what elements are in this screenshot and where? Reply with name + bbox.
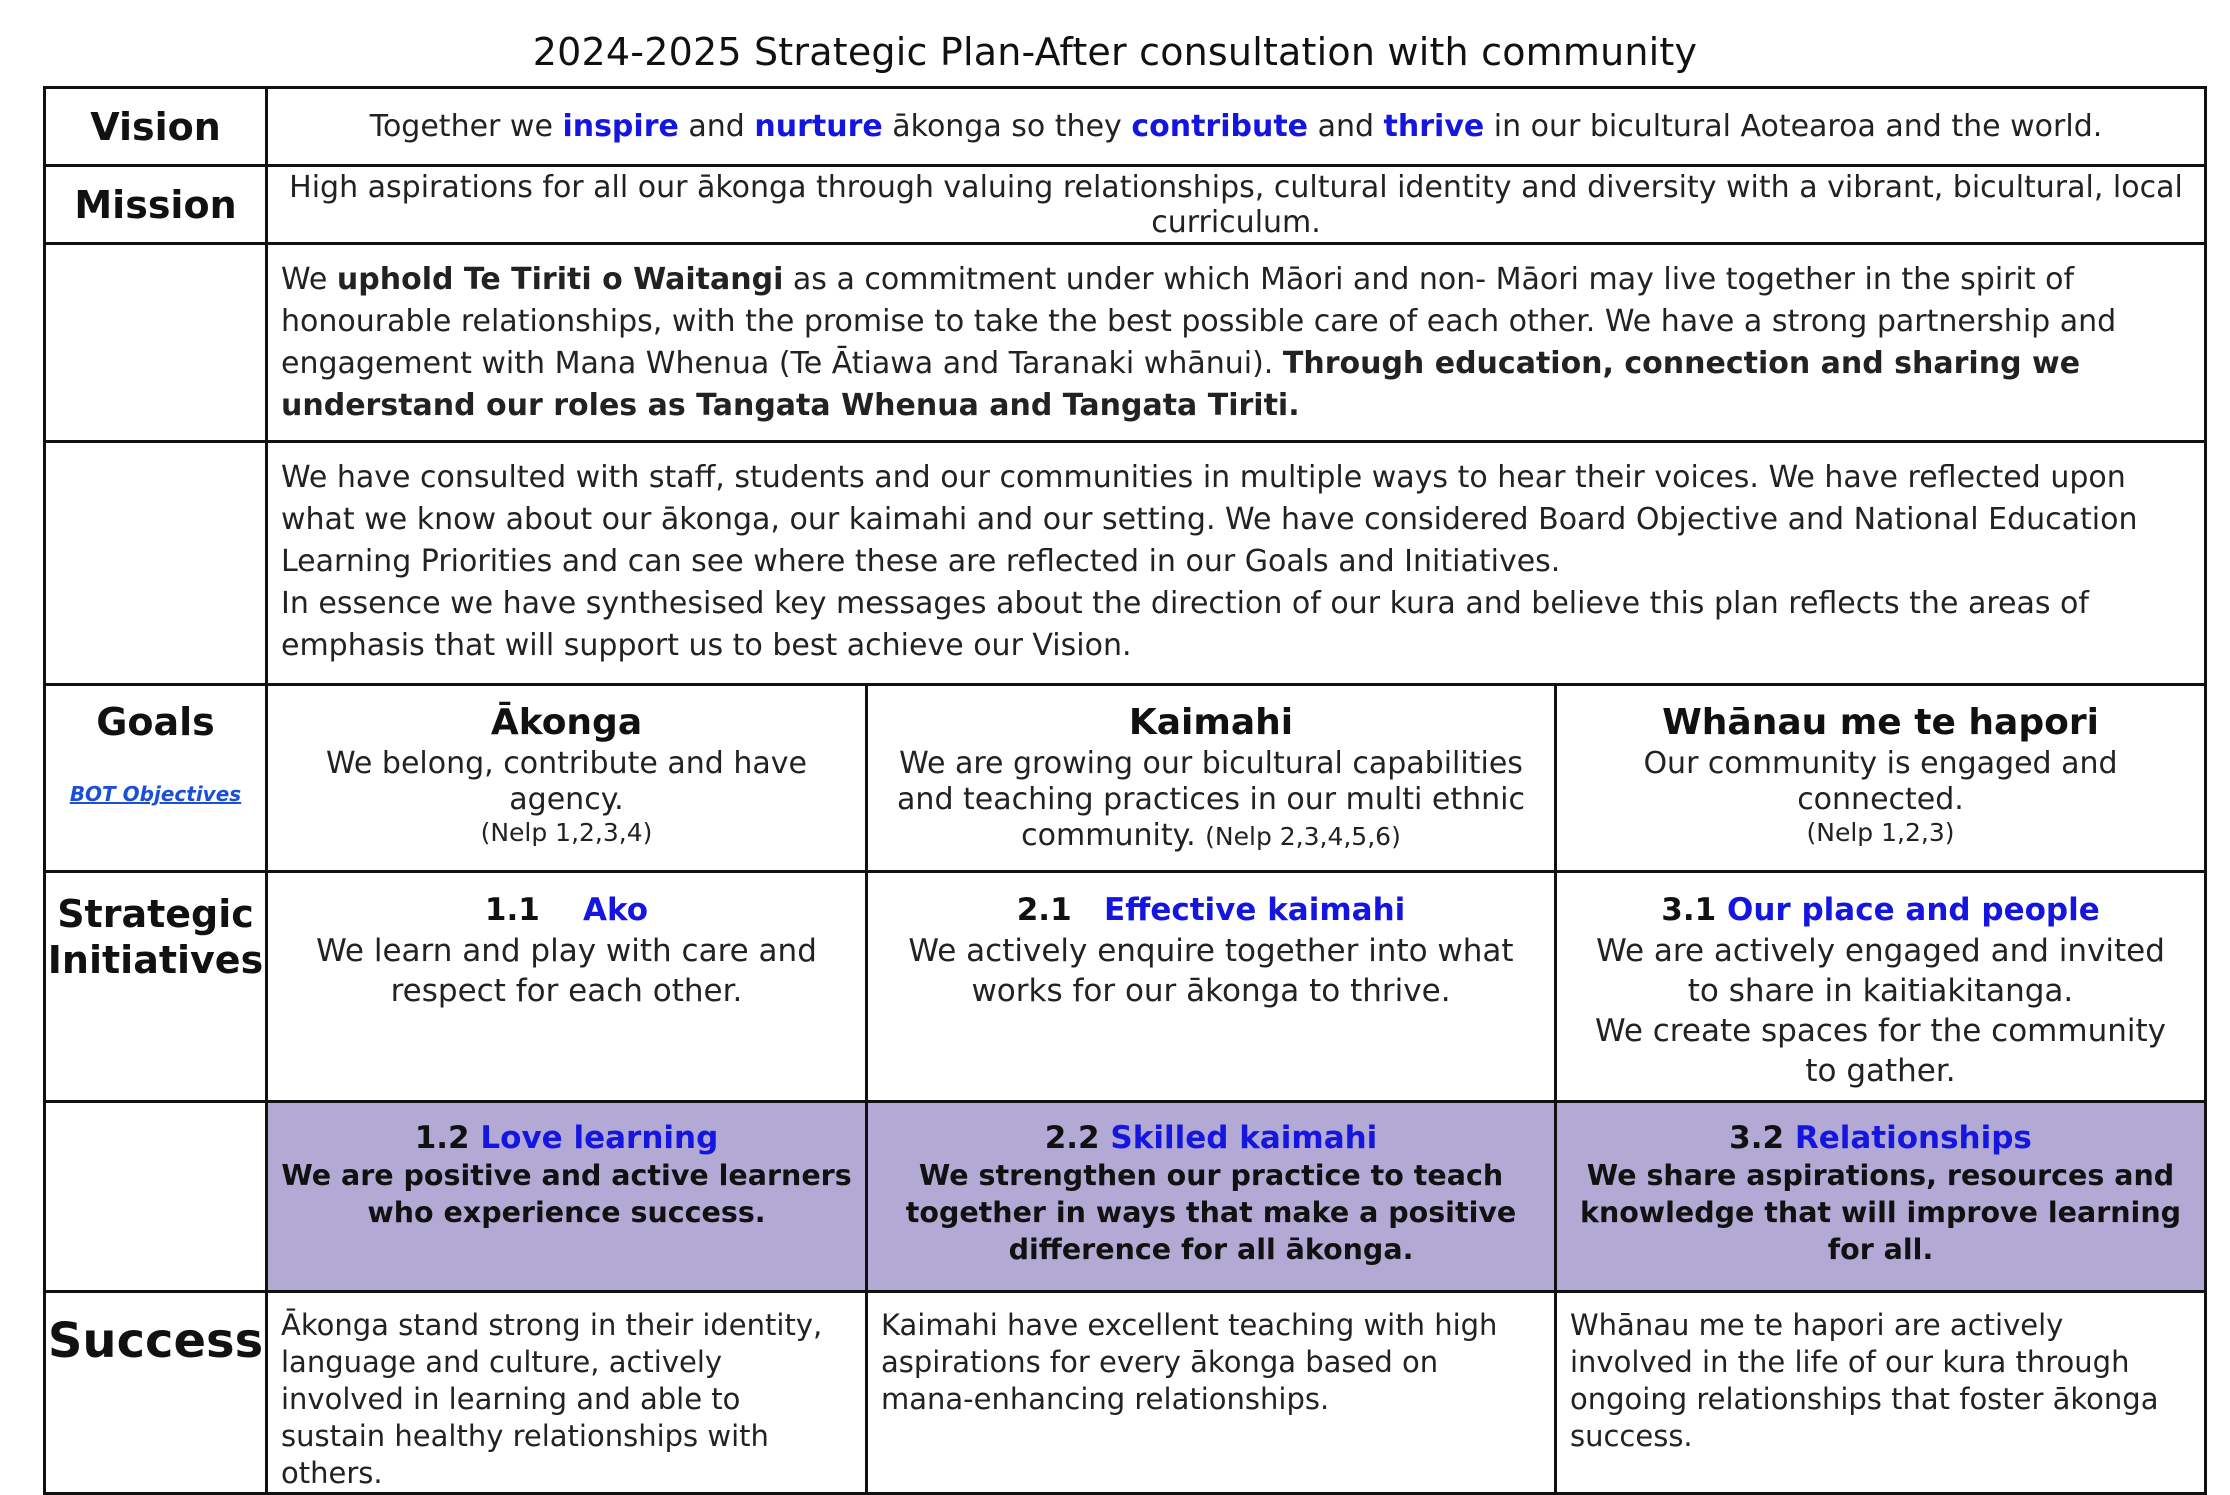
vision-label: Vision	[90, 104, 221, 149]
initiatives-row-1	[45, 872, 2206, 1102]
initiatives-empty-label-cell	[45, 1102, 267, 1292]
tiriti-row	[45, 244, 2206, 442]
goal-nelp: (Nelp 1,2,3)	[1806, 818, 1955, 847]
mission-row	[45, 166, 2206, 244]
success-label-cell	[45, 1292, 267, 1494]
initiative-text: We actively enquire together into what works for our ākonga to thrive.	[908, 933, 1514, 1009]
initiative-cell-3-2	[1556, 1102, 2206, 1292]
vision-keyword-contribute: contribute	[1131, 109, 1309, 144]
initiative-title: Our place and people	[1726, 892, 2100, 928]
goal-title: Ākonga	[490, 702, 643, 743]
vision-keyword-nurture: nurture	[754, 109, 883, 144]
goal-title: Whānau me te hapori	[1662, 702, 2099, 743]
goals-label: Goals	[96, 700, 215, 744]
initiative-text: We share aspirations, resources and knowledge that will improve learning for all.	[1579, 1159, 2182, 1266]
mission-text: High aspirations for all our ākonga through valuing relationships, cultural identity and diversity with a vibrant, bicultural, local curriculum.	[289, 169, 2183, 240]
bot-objectives-link[interactable]: BOT Objectives	[69, 782, 242, 806]
mission-statement-cell	[267, 166, 2206, 244]
success-text: Whānau me te hapori are actively involved in the life of our kura through ongoing relationships that foster ākonga success.	[1570, 1308, 2159, 1453]
initiative-number: 1.1	[484, 892, 540, 928]
initiatives-label: Initiatives	[47, 938, 264, 982]
initiative-cell-3-1	[1556, 872, 2206, 1102]
vision-keyword-thrive: thrive	[1383, 109, 1485, 144]
consultation-paragraph: We have consulted with staff, students and our communities in multiple ways to hear their voices. We have reflected upon what we know about our ākonga, our kaimahi and our setting. We have considered Board Objective and National Education Learning Priorities and can see where these are reflected in our Goals and Initiatives.	[281, 460, 2138, 579]
initiatives-label-cell	[45, 872, 267, 1102]
initiative-text: We strengthen our practice to teach together in ways that make a positive difference for all ākonga.	[905, 1159, 1517, 1266]
initiative-text: We create spaces for the community to gather.	[1595, 1013, 2166, 1089]
strategic-plan-table	[43, 86, 2207, 1495]
tiriti-bold-text: Through education, connection and sharing we understand our roles as Tangata Whenua and Tangata Tiriti.	[281, 346, 2081, 423]
vision-text: Together we	[369, 109, 563, 144]
initiatives-label: Strategic	[57, 892, 254, 936]
initiative-title: Love learning	[480, 1120, 719, 1156]
initiative-cell-2-2	[867, 1102, 1556, 1292]
vision-label-cell	[45, 88, 267, 166]
consultation-row	[45, 442, 2206, 685]
tiriti-text: as a commitment under which Māori and non- Māori may live together in the spirit of honourable relationships, with the promise to take the best possible care of each other. We have a strong partnership and engagement with Mana Whenua (Te Ātiawa and Taranaki whānui).	[281, 262, 2117, 381]
goal-text: Our community is engaged and connected.	[1643, 746, 2118, 817]
tiriti-statement-cell	[267, 244, 2206, 442]
success-label: Success	[47, 1313, 264, 1369]
initiative-cell-1-2	[267, 1102, 867, 1292]
tiriti-bold-text: uphold Te Tiriti o Waitangi	[336, 262, 784, 297]
success-row	[45, 1292, 2206, 1494]
initiative-title: Effective kaimahi	[1104, 892, 1406, 928]
goals-label-cell	[45, 685, 267, 872]
page-title: 2024-2025 Strategic Plan-After consultation with community	[532, 30, 1698, 74]
success-cell-whanau	[1556, 1292, 2206, 1494]
success-text: Ākonga stand strong in their identity, language and culture, actively involved in learning and able to sustain healthy relationships with others.	[281, 1308, 823, 1490]
initiative-title: Relationships	[1794, 1120, 2032, 1156]
initiative-cell-2-1	[867, 872, 1556, 1102]
goal-cell-akonga	[267, 685, 867, 872]
vision-row	[45, 88, 2206, 166]
tiriti-text: We	[281, 262, 337, 297]
initiative-text: We are actively engaged and invited to share in kaitiakitanga.	[1596, 933, 2165, 1009]
vision-text: ākonga so they	[882, 109, 1132, 144]
initiatives-row-2	[45, 1102, 2206, 1292]
goals-row	[45, 685, 2206, 872]
goal-cell-whanau	[1556, 685, 2206, 872]
initiative-title: Ako	[583, 892, 649, 928]
goal-nelp: (Nelp 1,2,3,4)	[480, 818, 653, 847]
initiative-number: 2.2	[1044, 1120, 1100, 1156]
initiative-number: 3.2	[1729, 1120, 1785, 1156]
goal-cell-kaimahi	[867, 685, 1556, 872]
goal-text: We are growing our bicultural capabilities and teaching practices in our multi ethnic community.	[897, 746, 1525, 853]
initiative-number: 2.1	[1016, 892, 1072, 928]
tiriti-empty-label-cell	[45, 244, 267, 442]
goal-title: Kaimahi	[1128, 702, 1294, 743]
initiative-text: We learn and play with care and respect for each other.	[316, 933, 817, 1009]
initiative-number: 3.1	[1661, 892, 1717, 928]
vision-text: in our bicultural Aotearoa and the world.	[1484, 109, 2103, 144]
success-cell-akonga	[267, 1292, 867, 1494]
initiative-number: 1.2	[414, 1120, 470, 1156]
initiative-title: Skilled kaimahi	[1110, 1120, 1378, 1156]
consultation-empty-label-cell	[45, 442, 267, 685]
initiative-text: We are positive and active learners who experience success.	[281, 1159, 852, 1229]
success-text: Kaimahi have excellent teaching with high aspirations for every ākonga based on mana-enhancing relationships.	[881, 1308, 1498, 1416]
mission-label: Mission	[74, 182, 237, 227]
consultation-paragraph: In essence we have synthesised key messages about the direction of our kura and believe this plan reflects the areas of emphasis that will support us to best achieve our Vision.	[281, 586, 2089, 663]
goal-text: We belong, contribute and have agency.	[326, 746, 807, 817]
initiative-cell-1-1	[267, 872, 867, 1102]
vision-statement-cell	[267, 88, 2206, 166]
vision-keyword-inspire: inspire	[562, 109, 679, 144]
mission-label-cell	[45, 166, 267, 244]
vision-text: and	[1308, 109, 1384, 144]
success-cell-kaimahi	[867, 1292, 1556, 1494]
vision-text: and	[678, 109, 755, 144]
goal-nelp: (Nelp 2,3,4,5,6)	[1205, 822, 1401, 851]
consultation-statement-cell	[267, 442, 2206, 685]
